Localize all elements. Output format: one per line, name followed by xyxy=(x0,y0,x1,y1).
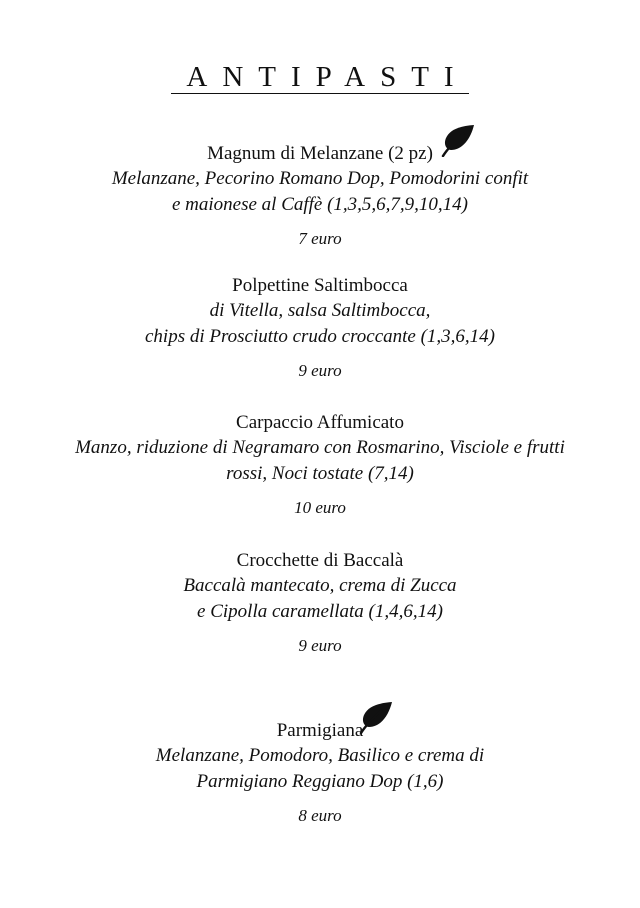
item-description-line: e maionese al Caffè (1,3,5,6,7,9,10,14) xyxy=(171,194,469,215)
item-description-line: e Cipolla caramellata (1,4,6,14) xyxy=(197,601,443,622)
leaf-icon-graphic xyxy=(441,123,477,157)
item-description-line: Melanzane, Pecorino Romano Dop, Pomodorini confit xyxy=(111,168,529,189)
item-description-line: Manzo, riduzione di Negramaro con Rosmarino, Visciole e frutti xyxy=(75,437,565,458)
item-name: Magnum di Melanzane (2 pz) xyxy=(207,143,433,164)
menu-item xyxy=(0,411,640,519)
item-name: Polpettine Saltimbocca xyxy=(232,275,408,296)
item-price: 10 euro xyxy=(294,498,346,517)
section-title: ANTIPASTI xyxy=(171,62,468,94)
item-name: Parmigiana xyxy=(276,720,364,741)
item-description-line: rossi, Noci tostate (7,14) xyxy=(226,463,414,484)
leaf-icon xyxy=(441,123,477,157)
item-description-line: Parmigiano Reggiano Dop (1,6) xyxy=(196,771,444,792)
item-description xyxy=(0,166,640,218)
item-description-line: di Vitella, salsa Saltimbocca, xyxy=(209,300,431,321)
menu-item xyxy=(0,719,640,827)
item-description-line: Melanzane, Pomodoro, Basilico e crema di xyxy=(155,745,485,766)
item-name: Crocchette di Baccalà xyxy=(236,550,404,571)
item-price: 9 euro xyxy=(298,636,342,655)
item-price: 7 euro xyxy=(298,229,342,248)
menu-item xyxy=(0,274,640,382)
leaf-icon xyxy=(359,700,395,734)
item-description xyxy=(0,743,640,795)
item-description xyxy=(0,298,640,350)
item-description-line: chips di Prosciutto crudo croccante (1,3,6,14) xyxy=(144,326,496,347)
menu-item xyxy=(0,549,640,657)
item-description xyxy=(0,573,640,625)
item-name: Carpaccio Affumicato xyxy=(236,412,404,433)
item-description-line: Baccalà mantecato, crema di Zucca xyxy=(183,575,457,596)
menu-item xyxy=(0,142,640,250)
item-price: 9 euro xyxy=(298,361,342,380)
section-header xyxy=(0,62,640,94)
item-description xyxy=(0,435,640,487)
item-price: 8 euro xyxy=(298,806,342,825)
leaf-icon-graphic xyxy=(359,700,395,734)
